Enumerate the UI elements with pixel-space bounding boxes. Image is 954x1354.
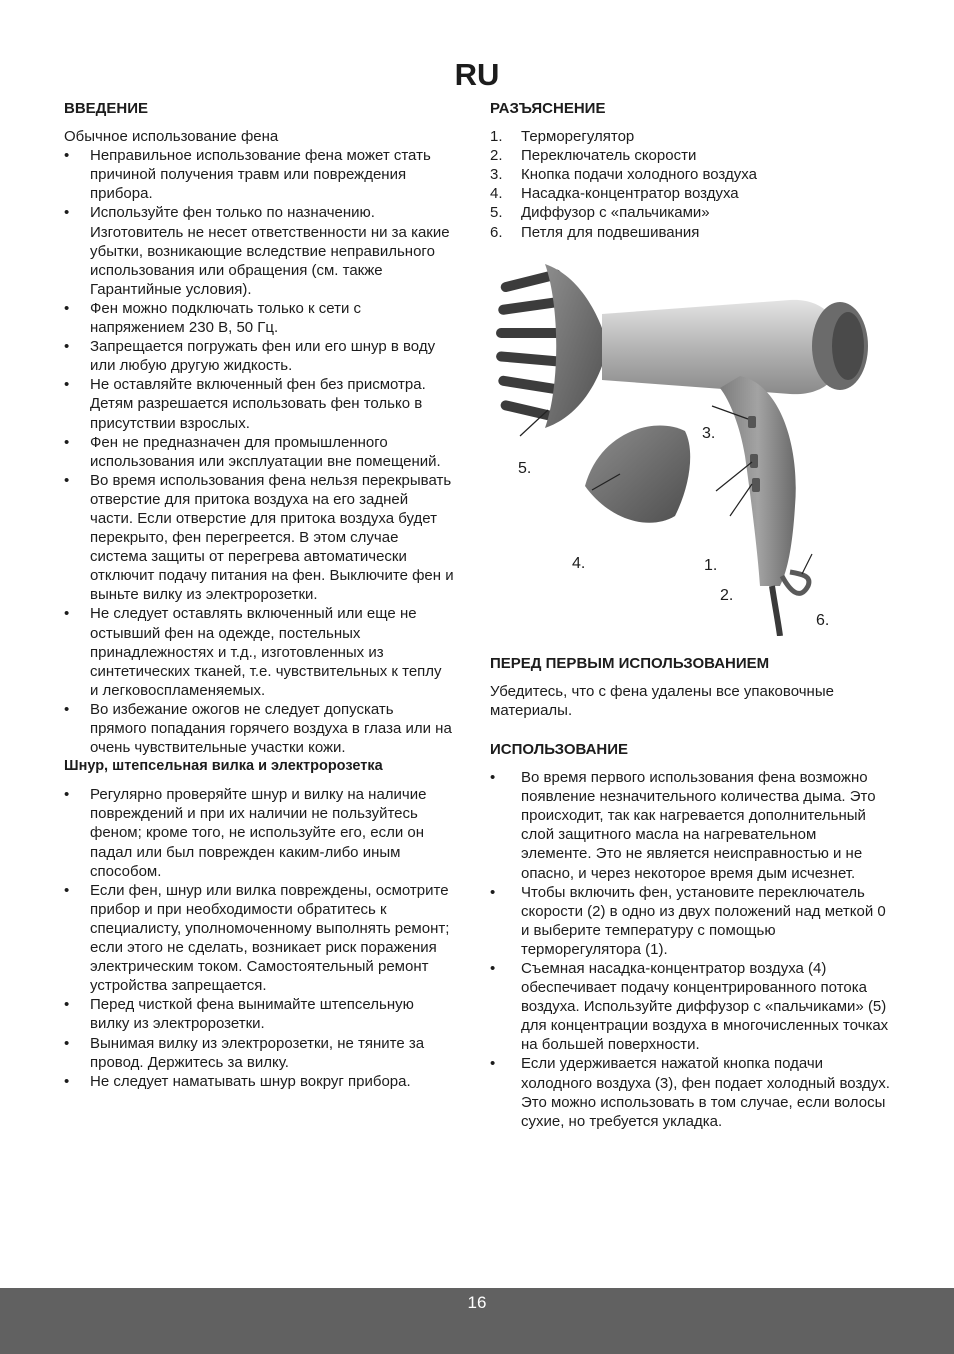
- cord-bullet: • Регулярно проверяйте шнур и вилку на наличие повреждений и при их наличии не пользуйтесь феном; кроме того, не используйте его, если он падал или был поврежден каким-либо иным способом.: [64, 785, 454, 880]
- parts-list-item: 6. Петля для подвешивания: [490, 223, 700, 241]
- page-number: 16: [467, 1293, 487, 1312]
- cord-bullet: • Вынимая вилку из электророзетки, не тяните за провод. Держитесь за вилку.: [64, 1034, 454, 1072]
- hair-dryer-figure: [490, 256, 890, 636]
- intro-bullet: • Во время использования фена нельзя перекрывать отверстие для притока воздуха на его задней части. Если отверстие для притока воздуха будет перекрыто, фен перегреется. В этом случае система защиты от перегрева автоматически отключит подачу питания на фен. Выключите фен и выньте вилку из электророзетки.: [64, 471, 454, 605]
- callout-4: 4.: [572, 554, 586, 572]
- intro-title: ВВЕДЕНИЕ: [64, 100, 148, 117]
- parts-list-item: 3. Кнопка подачи холодного воздуха: [490, 166, 757, 184]
- speed-switch: [750, 454, 758, 468]
- before-first-use-text: Убедитесь, что с фена удалены все упаковочные материалы.: [490, 682, 834, 719]
- intro-bullet: • Во избежание ожогов не следует допускать прямого попадания горячего воздуха в глаза или на очень чувствительные участки кожи.: [64, 700, 454, 757]
- diffuser-bowl: [545, 264, 608, 428]
- parts-list: [490, 127, 890, 242]
- callout-3: 3.: [702, 424, 716, 442]
- parts-list-item: 5. Диффузор с «пальчиками»: [490, 204, 710, 222]
- callout-2: 2.: [720, 586, 734, 604]
- intro-bullet: • Не следует оставлять включенный или еще не остывший фен на одежде, постельных принадлежностях и т.д., изготовленных из синтетических тканей, т.е. чувствительных к теплу и легковоспламеняемых.: [64, 604, 454, 699]
- usage-bullet: • Съемная насадка-концентратор воздуха (4) обеспечивает подачу концентрированного потока воздуха. Используйте диффузор с «пальчиками» (5) для концентрации воздуха в многочисленных точках на большей поверхности.: [490, 959, 890, 1054]
- intro-bullets: [64, 146, 454, 757]
- usage-bullet: • Чтобы включить фен, установите переключатель скорости (2) в одно из двух положений над меткой 0 и выберите температуру с помощью терморегулятора (1).: [490, 883, 890, 959]
- intro-bullet: • Не оставляйте включенный фен без присмотра. Детям разрешается использовать фен только в присутствии взрослых.: [64, 375, 454, 432]
- usage-bullet: • Если удерживается нажатой кнопка подачи холодного воздуха (3), фен подает холодный воздух. Это можно использовать в том случае, если волосы сухие, но требуется укладка.: [490, 1054, 890, 1130]
- intro-lead: Обычное использование фена: [64, 128, 279, 146]
- hair-dryer-illustration: [490, 256, 890, 636]
- parts-list-item: 4. Насадка-концентратор воздуха: [490, 185, 739, 203]
- parts-list-item: 1. Терморегулятор: [490, 128, 635, 146]
- hanging-loop: [782, 572, 809, 593]
- cord-bullet: • Перед чисткой фена вынимайте штепсельную вилку из электророзетки.: [64, 995, 454, 1033]
- right-column: [490, 99, 890, 1131]
- power-cord: [772, 586, 780, 636]
- usage-bullet: • Во время первого использования фена возможно появление незначительного количества дыма. Это происходит, так как нагревается дополнительный слой защитного масла на нагревательном элементе. Это не является неисправностью и не опасно, и через некоторое время дым исчезнет.: [490, 768, 890, 883]
- cord-bullet: • Если фен, шнур или вилка повреждены, осмотрите прибор и при необходимости обратитесь к специалисту, уполномоченному выполнять ремонт; если этого не сделать, возникает риск поражения электрическим током. Самостоятельный ремонт устройства запрещается.: [64, 881, 454, 996]
- cool-shot-button: [748, 416, 756, 428]
- concentrator-nozzle: [585, 425, 690, 522]
- cord-bullet: • Не следует наматывать шнур вокруг прибора.: [64, 1072, 454, 1091]
- temperature-switch: [752, 478, 760, 492]
- parts-list-item: 2. Переключатель скорости: [490, 147, 697, 165]
- cord-bullets: [64, 785, 454, 1091]
- callout-5: 5.: [518, 459, 532, 477]
- explain-title: РАЗЪЯСНЕНИЕ: [490, 100, 606, 117]
- language-code: RU: [454, 57, 500, 92]
- before-first-use-title: ПЕРЕД ПЕРВЫМ ИСПОЛЬЗОВАНИЕМ: [490, 654, 770, 672]
- usage-bullets: [490, 768, 890, 1131]
- intro-bullet: • Запрещается погружать фен или его шнур в воду или любую другую жидкость.: [64, 337, 454, 375]
- intro-bullet: • Фен можно подключать только к сети с напряжением 230 В, 50 Гц.: [64, 299, 454, 337]
- left-column: [64, 99, 454, 1091]
- callout-6: 6.: [816, 611, 830, 629]
- usage-title: ИСПОЛЬЗОВАНИЕ: [490, 740, 629, 758]
- intro-bullet: • Фен не предназначен для промышленного использования или эксплуатации вне помещений.: [64, 433, 454, 471]
- intro-bullet: • Неправильное использование фена может стать причиной получения травм или повреждения прибора.: [64, 146, 454, 203]
- intro-bullet: • Используйте фен только по назначению. Изготовитель не несет ответственности ни за какие убытки, возникающие вследствие неправильного использования или обращения (см. также Гарантийные условия).: [64, 203, 454, 298]
- dryer-body: [602, 300, 842, 394]
- callout-1: 1.: [704, 556, 718, 574]
- cord-title: Шнур, штепсельная вилка и электророзетка: [64, 758, 383, 775]
